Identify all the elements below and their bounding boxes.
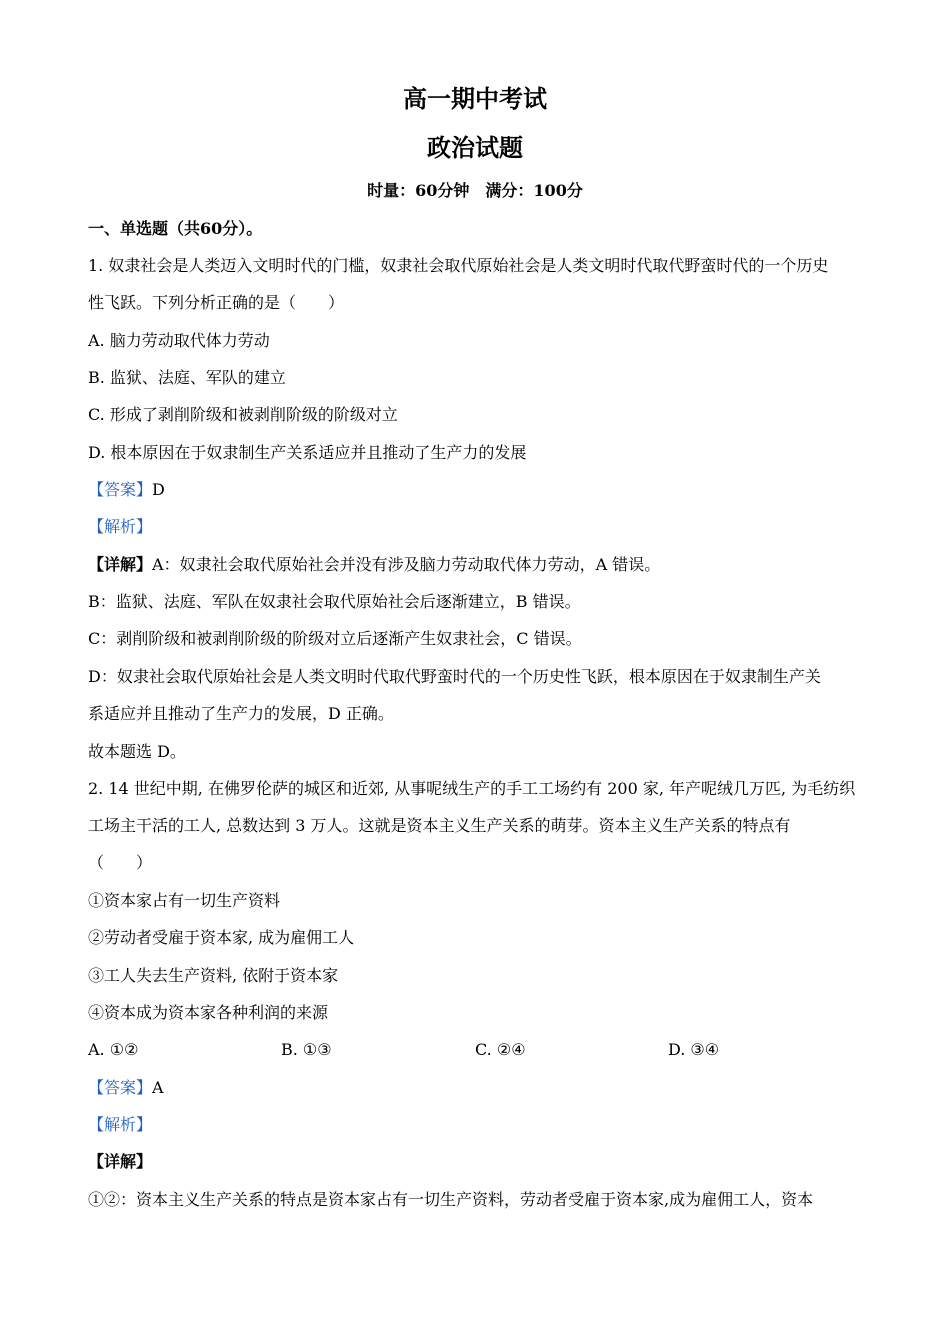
q1-conclusion: 故本题选 D。 (88, 742, 186, 761)
q1-detail-b: B：监狱、法庭、军队在奴隶社会取代原始社会后逐渐建立，B 错误。 (88, 592, 581, 611)
q1-stem-line1: 1. 奴隶社会是人类迈入文明时代的门槛，奴隶社会取代原始社会是人类文明时代取代野蛮时代的一个历史 (88, 256, 829, 275)
q2-detail-line1: ①②：资本主义生产关系的特点是资本家占有一切生产资料，劳动者受雇于资本家,成为雇佣工人，资本 (88, 1190, 814, 1209)
section-heading: 一、单选题（共60分）。 (88, 219, 263, 238)
q2-option-c: C. ②④ (475, 1040, 526, 1059)
q2-statement-2: ②劳动者受雇于资本家, 成为雇佣工人 (88, 928, 355, 947)
q2-statement-4: ④资本成为资本家各种利润的来源 (88, 1003, 329, 1022)
q1-answer (88, 480, 165, 500)
answer-tag: 【答案】 (88, 480, 153, 499)
answer-tag: 【答案】 (88, 1078, 153, 1097)
detail-tag: 【详解】 (88, 555, 153, 574)
q2-detail-tag: 【详解】 (88, 1152, 153, 1171)
q2-stem-line3: （ ） (88, 853, 153, 872)
q1-detail-c: C：剥削阶级和被剥削阶级的阶级对立后逐渐产生奴隶社会，C 错误。 (88, 629, 582, 648)
q2-option-a: A. ①② (88, 1040, 139, 1059)
q1-stem-line2: 性飞跃。下列分析正确的是（ ） (88, 293, 345, 312)
page-subtitle: 政治试题 (427, 133, 523, 162)
q1-detail-a (88, 555, 660, 575)
q2-statement-1: ①资本家占有一切生产资料 (88, 891, 281, 910)
q1-detail-d-line2: 系适应并且推动了生产力的发展，D 正确。 (88, 704, 394, 723)
exam-meta: 时量：60分钟 满分：100分 (367, 181, 583, 200)
answer-value: D (152, 480, 165, 499)
q2-analysis-tag: 【解析】 (88, 1115, 153, 1134)
q2-statement-3: ③工人失去生产资料, 依附于资本家 (88, 966, 339, 985)
detail-text: A：奴隶社会取代原始社会并没有涉及脑力劳动取代体力劳动，A 错误。 (152, 555, 661, 574)
q1-option-a: A. 脑力劳动取代体力劳动 (88, 331, 270, 350)
q2-stem-line1: 2. 14 世纪中期, 在佛罗伦萨的城区和近郊, 从事呢绒生产的手工工场约有 200 家, 年产呢绒几万匹, 为毛纺织 (88, 779, 856, 798)
q1-option-c: C. 形成了剥削阶级和被剥削阶级的阶级对立 (88, 405, 398, 424)
answer-value: A (152, 1078, 164, 1097)
q2-option-b: B. ①③ (281, 1040, 332, 1059)
q1-analysis-tag: 【解析】 (88, 517, 153, 536)
q1-option-d: D. 根本原因在于奴隶制生产关系适应并且推动了生产力的发展 (88, 443, 527, 462)
page-title: 高一期中考试 (403, 84, 547, 113)
q2-answer (88, 1078, 164, 1098)
q2-stem-line2: 工场主干活的工人, 总数达到 3 万人。这就是资本主义生产关系的萌芽。资本主义生产关系的特点有 (88, 816, 791, 835)
q1-detail-d-line1: D：奴隶社会取代原始社会是人类文明时代取代野蛮时代的一个历史性飞跃，根本原因在于奴隶制生产关 (88, 667, 821, 686)
q1-option-b: B. 监狱、法庭、军队的建立 (88, 368, 286, 387)
q2-option-d: D. ③④ (668, 1040, 720, 1059)
